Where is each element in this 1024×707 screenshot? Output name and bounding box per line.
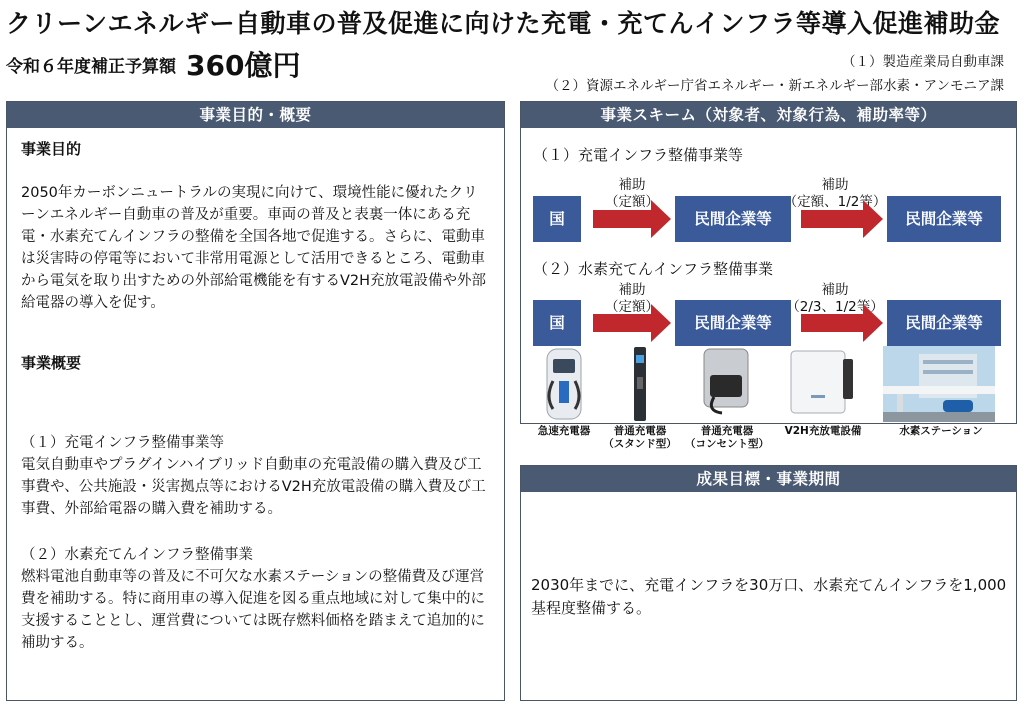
equipment-caption-2	[601, 425, 679, 451]
outcome-text: 2030年までに、充電インフラを30万口、水素充てんインフラを1,000基程度整備する。	[531, 576, 1007, 617]
flow2-label: （２）水素充てんインフラ整備事業	[533, 260, 774, 278]
equipment-caption-4-line1: V2H充放電設備	[784, 425, 862, 437]
flow2-arrow1-top: 補助	[618, 282, 646, 298]
summary-title: 事業概要	[21, 354, 82, 372]
flow2-arrow2-bottom: （2/3、1/2等）	[786, 299, 884, 315]
budget-amount: 360億円	[186, 49, 301, 82]
equipment-caption-5-line1: 水素ステーション	[899, 425, 983, 437]
flow1-arrow1-icon	[593, 196, 671, 242]
outlet-charger-icon	[696, 347, 756, 421]
flow2-from-box: 国	[533, 300, 581, 346]
scheme-heading: 事業スキーム（対象者、対象行為、補助率等）	[521, 102, 1016, 128]
page-title: クリーンエネルギー自動車の普及促進に向けた充電・充てんインフラ等導入促進補助金	[6, 9, 1001, 38]
flow1-arrow2-top: 補助	[821, 177, 849, 193]
flow2-to-box: 民間企業等	[887, 300, 1001, 346]
flow1-from-box: 国	[533, 196, 581, 242]
scheme-panel	[520, 101, 1017, 450]
department-1: （１）製造産業局自動車課	[842, 54, 1004, 70]
item1-text: 電気自動車やプラグインハイブリッド自動車の充電設備の購入費及び工事費や、公共施設・災害拠点等におけるV2H充放電設備の購入費及び工事費、外部給電器の購入費を補助する。	[21, 457, 486, 517]
equipment-caption-5	[885, 425, 997, 438]
flow1-arrow1-bottom: （定額）	[605, 194, 659, 210]
budget-line	[6, 44, 300, 84]
outcome-panel	[520, 465, 1017, 701]
v2h-equipment-icon	[785, 347, 859, 421]
equipment-caption-3-line1: 普通充電器	[700, 425, 754, 437]
flow2-arrow1-icon	[593, 300, 671, 346]
equipment-caption-2-line1: 普通充電器	[613, 425, 667, 437]
equipment-caption-1-line1: 急速充電器	[537, 425, 591, 437]
flow2-arrow2-icon	[801, 300, 883, 346]
flow1-arrow2-icon	[801, 196, 883, 242]
item2-title: （２）水素充てんインフラ整備事業	[21, 547, 253, 563]
outcome-heading: 成果目標・事業期間	[521, 466, 1016, 492]
item1-title: （１）充電インフラ整備事業等	[21, 435, 224, 451]
flow2-arrow2-top: 補助	[821, 282, 849, 298]
equipment-caption-1	[527, 425, 601, 438]
flow2-mid-box: 民間企業等	[675, 300, 791, 346]
quick-charger-icon	[539, 347, 589, 425]
flow2-arrow1-bottom: （定額）	[605, 299, 659, 315]
purpose-text: 2050年カーボンニュートラルの実現に向けて、環境性能に優れたクリーンエネルギー自動車の普及が重要。車両の普及と表裏一体にある充電・水素充てんインフラの整備を全国各地で促進する。さらに、電動車は災害時の停電等において非常用電源として活用できるところ、電動車から電気を取り出すための外部給電機能を有するV2H充放電設備や外部給電器の導入を促す。	[21, 185, 487, 311]
equipment-caption-4	[775, 425, 871, 438]
equipment-caption-3	[685, 425, 769, 451]
flow1-arrow2-bottom: （定額、1/2等）	[783, 194, 887, 210]
overview-heading: 事業目的・概要	[7, 102, 504, 128]
equipment-caption-3-line2: （コンセント型）	[685, 438, 769, 450]
flow1-mid-box: 民間企業等	[675, 196, 791, 242]
department-2: （２）資源エネルギー庁省エネルギー・新エネルギー部水素・アンモニア課	[545, 78, 1004, 94]
stand-charger-icon	[625, 347, 655, 427]
item2-text: 燃料電池自動車等の普及に不可欠な水素ステーションの整備費及び運営費を補助する。特に商用車の導入促進を図る重点地域に対して集中的に支援することとし、運営費については既存燃料価格を踏まえて追加的に補助する。	[21, 569, 485, 651]
overview-panel	[6, 101, 505, 701]
flow1-to-box: 民間企業等	[887, 196, 1001, 242]
budget-label: 令和６年度補正予算額	[6, 57, 176, 77]
hydrogen-station-icon	[883, 346, 995, 426]
overview-body	[7, 128, 504, 664]
flow1-arrow1-top: 補助	[618, 177, 646, 193]
purpose-title: 事業目的	[21, 140, 82, 158]
flow1-label: （１）充電インフラ整備事業等	[533, 146, 744, 164]
equipment-caption-2-line2: （スタンド型）	[603, 438, 677, 450]
